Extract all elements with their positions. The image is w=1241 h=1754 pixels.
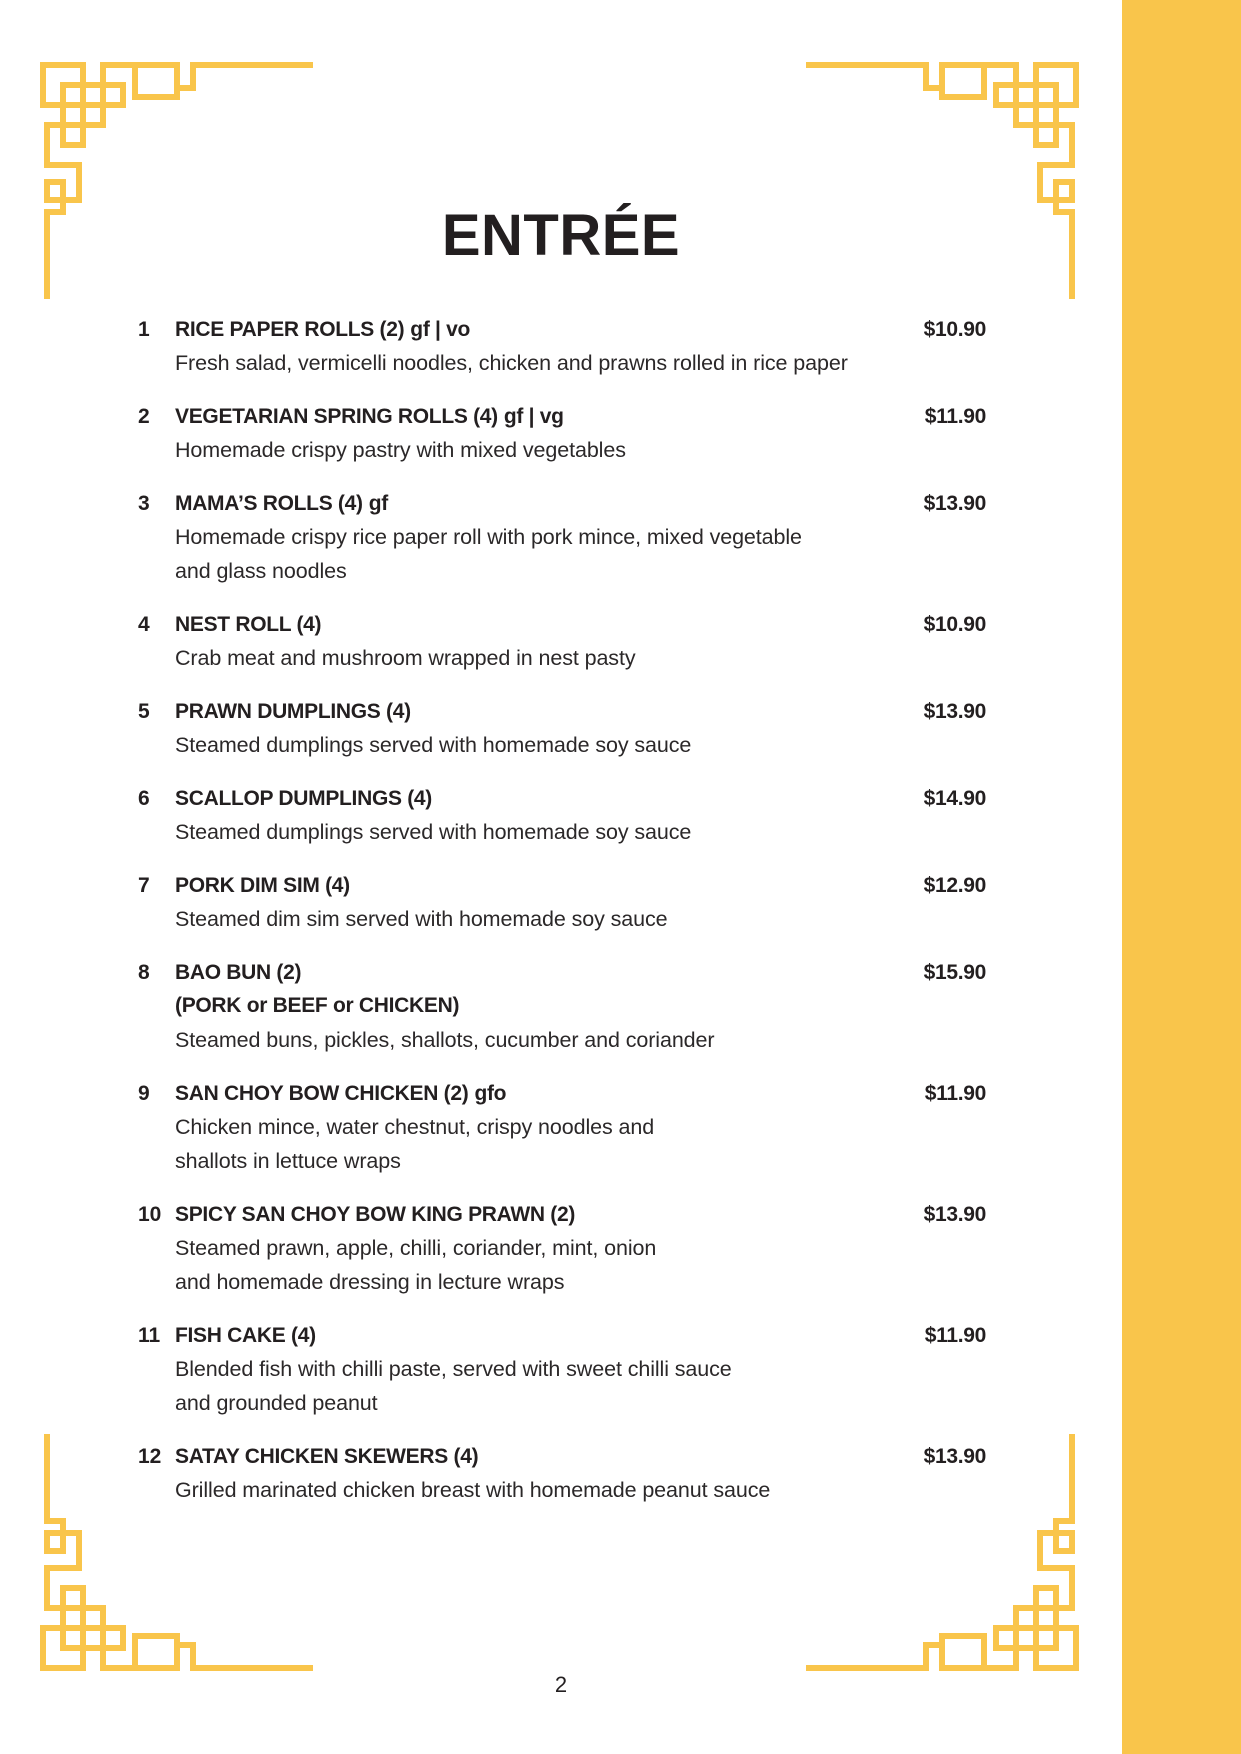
item-title: FISH CAKE (4) bbox=[175, 1324, 316, 1347]
lattice-corner-top-right-icon bbox=[789, 40, 1089, 340]
item-body bbox=[175, 609, 986, 675]
item-price: $10.90 bbox=[923, 613, 986, 636]
item-name bbox=[175, 696, 986, 728]
item-number: 12 bbox=[138, 1445, 162, 1468]
dietary-tags: gf | vg bbox=[503, 405, 564, 428]
item-name bbox=[175, 401, 986, 433]
item-description: Blended fish with chilli paste, served with sweet chilli sauce bbox=[175, 1357, 732, 1381]
item-description: Homemade crispy rice paper roll with pork mince, mixed vegetable bbox=[175, 525, 802, 549]
item-title: NEST ROLL (4) bbox=[175, 613, 322, 636]
item-price: $13.90 bbox=[923, 700, 986, 723]
item-title: RICE PAPER ROLLS (2) bbox=[175, 318, 405, 341]
menu-item bbox=[138, 1199, 986, 1299]
item-number: 9 bbox=[138, 1082, 150, 1105]
item-number: 8 bbox=[138, 961, 150, 984]
menu-item bbox=[138, 314, 986, 380]
menu-item bbox=[138, 401, 986, 467]
item-number: 10 bbox=[138, 1203, 162, 1226]
item-description: Grilled marinated chicken breast with homemade peanut sauce bbox=[175, 1478, 771, 1502]
item-body bbox=[175, 1078, 986, 1178]
item-body bbox=[175, 870, 986, 936]
item-title: BAO BUN (2) bbox=[175, 961, 302, 984]
item-price: $13.90 bbox=[923, 492, 986, 515]
item-title: SCALLOP DUMPLINGS (4) bbox=[175, 787, 432, 810]
item-price: $10.90 bbox=[923, 318, 986, 341]
item-name bbox=[175, 1199, 986, 1231]
item-name bbox=[175, 314, 986, 346]
item-price: $12.90 bbox=[923, 874, 986, 897]
item-title: SATAY CHICKEN SKEWERS (4) bbox=[175, 1445, 479, 1468]
item-description: Steamed buns, pickles, shallots, cucumber and coriander bbox=[175, 1028, 715, 1052]
item-description: shallots in lettuce wraps bbox=[175, 1149, 401, 1173]
page-title: ENTRÉE bbox=[441, 202, 681, 268]
item-number: 4 bbox=[138, 613, 150, 636]
item-price: $11.90 bbox=[924, 1082, 986, 1105]
item-description: and grounded peanut bbox=[175, 1391, 378, 1415]
item-description: and glass noodles bbox=[175, 559, 347, 583]
item-name bbox=[175, 870, 986, 902]
item-name bbox=[175, 1078, 986, 1110]
item-title: MAMA’S ROLLS (4) bbox=[175, 492, 363, 515]
menu-item bbox=[138, 870, 986, 936]
menu-item bbox=[138, 488, 986, 588]
item-number: 1 bbox=[138, 318, 150, 341]
item-options: (PORK or BEEF or CHICKEN) bbox=[175, 994, 460, 1017]
menu-item bbox=[138, 696, 986, 762]
item-price: $15.90 bbox=[923, 961, 986, 984]
item-number: 3 bbox=[138, 492, 150, 515]
item-body bbox=[175, 696, 986, 762]
menu-item bbox=[138, 957, 986, 1057]
item-number: 11 bbox=[138, 1324, 161, 1347]
item-name bbox=[175, 609, 986, 641]
lattice-corner-top-left-icon bbox=[30, 40, 330, 340]
item-price: $11.90 bbox=[924, 1324, 986, 1347]
item-price: $13.90 bbox=[923, 1203, 986, 1226]
item-body bbox=[175, 783, 986, 849]
item-body bbox=[175, 1199, 986, 1299]
menu-item bbox=[138, 1078, 986, 1178]
menu-list bbox=[138, 314, 986, 1528]
item-description: Steamed dim sim served with homemade soy sauce bbox=[175, 907, 668, 931]
item-body bbox=[175, 1441, 986, 1507]
item-description: Crab meat and mushroom wrapped in nest pasty bbox=[175, 646, 636, 670]
item-description: Steamed dumplings served with homemade soy sauce bbox=[175, 733, 692, 757]
item-title: PORK DIM SIM (4) bbox=[175, 874, 350, 897]
menu-item bbox=[138, 1320, 986, 1420]
item-body bbox=[175, 314, 986, 380]
item-description: and homemade dressing in lecture wraps bbox=[175, 1270, 565, 1294]
item-title: VEGETARIAN SPRING ROLLS (4) bbox=[175, 405, 498, 428]
item-price: $11.90 bbox=[924, 405, 986, 428]
item-description: Steamed prawn, apple, chilli, coriander, mint, onion bbox=[175, 1236, 657, 1260]
item-body bbox=[175, 401, 986, 467]
item-number: 6 bbox=[138, 787, 150, 810]
item-number: 7 bbox=[138, 874, 150, 897]
item-name bbox=[175, 783, 986, 815]
dietary-tags: gf | vo bbox=[410, 318, 471, 341]
item-name bbox=[175, 488, 986, 520]
dietary-tags: gfo bbox=[474, 1082, 507, 1105]
menu-item bbox=[138, 783, 986, 849]
item-body bbox=[175, 1320, 986, 1420]
item-body bbox=[175, 957, 986, 1057]
item-name bbox=[175, 1441, 986, 1473]
dietary-tags: gf bbox=[368, 492, 388, 515]
item-description: Fresh salad, vermicelli noodles, chicken and prawns rolled in rice paper bbox=[175, 351, 848, 375]
item-name bbox=[175, 957, 986, 989]
item-price: $14.90 bbox=[923, 787, 986, 810]
item-price: $13.90 bbox=[923, 1445, 986, 1468]
page-number: 2 bbox=[554, 1672, 568, 1697]
yellow-side-bar bbox=[1122, 0, 1241, 1754]
item-number: 2 bbox=[138, 405, 150, 428]
item-title: SAN CHOY BOW CHICKEN (2) bbox=[175, 1082, 469, 1105]
item-number: 5 bbox=[138, 700, 150, 723]
item-title: PRAWN DUMPLINGS (4) bbox=[175, 700, 411, 723]
item-body bbox=[175, 488, 986, 588]
item-name bbox=[175, 1320, 986, 1352]
menu-item bbox=[138, 1441, 986, 1507]
item-description: Steamed dumplings served with homemade soy sauce bbox=[175, 820, 692, 844]
menu-item bbox=[138, 609, 986, 675]
item-description: Homemade crispy pastry with mixed vegetables bbox=[175, 438, 626, 462]
item-title: SPICY SAN CHOY BOW KING PRAWN (2) bbox=[175, 1203, 576, 1226]
item-description: Chicken mince, water chestnut, crispy noodles and bbox=[175, 1115, 655, 1139]
